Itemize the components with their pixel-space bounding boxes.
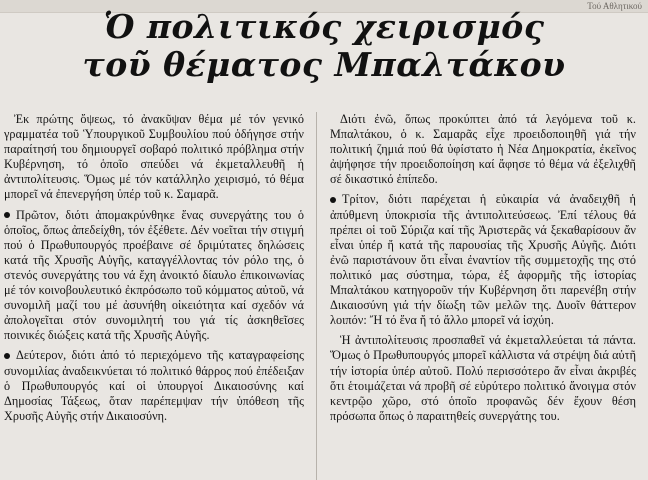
right-paragraph-1: Διότι ἐνῶ, ὅπως προκύπτει ἀπό τά λεγόμενα τοῦ κ. Μπαλτάκου, ὁ κ. Σαμαρᾶς εἶχε προειδοποιηθῆ γιά τήν πολιτική ζημιά πού θά ὑφίστατο ἡ Νέα Δημοκρατία, ἐκεῖνος ἀψήφησε τήν προειδοποίηση καί ἄφησε τό θέμα νά ἐξελιχθῆ σέ δικαστικό ἐπίπεδο. (330, 112, 636, 187)
left-paragraph-2-text: Πρῶτον, διότι ἀπομακρύνθηκε ἕνας συνεργάτης του ὁ ὁποῖος, ὅπως ἀπεδείχθη, τόν ἐξέθετε. Δέν νοεῖται τήν στιγμή πού ὁ Πρωθυπουργός προέβαινε σέ δριμύτατες δηλώσεις κατά τῆς Χρυσῆς Αὐγῆς, καταγγέλλοντας τόν ρόλο της, ὁ στενός συνεργάτης του νά ἔχη ἀνοικτό δίαυλο ἐπικοινωνίας μέ τόν κοινοβουλευτικό ἐκπρόσωπο τοῦ κόμματος αὐτοῦ, νά συνομιλῆ μαζί του μέ ἀσυνήθη οἰκειότητα καί σχεδόν νά ἀπολογεῖται στόν συνομιλητή του γιά τίς ἀσκηθεῖσες ποινικές διώξεις κατά τῆς Χρυσῆς Αὐγῆς. (4, 207, 304, 343)
left-paragraph-3-text: Δεύτερον, διότι ἀπό τό περιεχόμενο τῆς καταγραφείσης συνομιλίας ἀναδεικνύεται τό πολιτικό θάρρος πού ἐπέδειξαν ὁ Πρωθυπουργός καί οἱ ὑπουργοί Δικαιοσύνης καί Δημοσίας Τάξεως, ὅταν παρέπεμψαν τήν ὑπόθεση τῆς Χρυσῆς Αὐγῆς στήν Δικαιοσύνη. (4, 348, 304, 423)
right-paragraph-2 (330, 192, 636, 328)
right-paragraph-2-text: Τρίτον, διότι παρέχεται ἡ εὐκαιρία νά ἀναδειχθῆ ἡ ἀπύθμενη ὑποκρισία τῆς ἀντιπολιτεύσεως. Ἐπί τέλους θά πρέπει οἱ τοῦ Σύριζα καί τῆς Ἀριστερᾶς νά ξεκαθαρίσουν ἄν εἶναι ὑπέρ ἤ κατά τῆς παρουσίας τῆς Χρυσῆς Αὐγῆς. Διότι ἐνῶ παριστάνουν ὅτι εἶναι ἐναντίον τῆς συμμετοχῆς της στό πολιτικό μας σύστημα, τώρα, ἐξ ἀφορμῆς τῆς ἱστορίας Μπαλτάκου κατηγοροῦν τήν Κυβέρνηση ὅτι παρενέβη στήν Δικαιοσύνη γιά τήν δίωξη τῶν μελῶν της. Δυοῖν θάττερον λοιπόν: Ἤ τό ἕνα ἤ τό ἄλλο μπορεῖ νά ἰσχύη. (330, 192, 636, 328)
article-column-right (330, 112, 636, 480)
left-paragraph-1: Ἐκ πρώτης ὄψεως, τό ἀνακῦψαν θέμα μέ τόν γενικό γραμματέα τοῦ Ὑπουργικοῦ Συμβουλίου πού ὁδήγησε στήν παραίτησή του δημιουργεῖ σοβαρό πολιτικό πρόβλημα στήν Κυβέρνηση, τό ὁποῖο σπεύδει νά ἐκμεταλλευθῆ ἡ ἀντιπολίτευσις. Ὅμως μέ τόν κατάλληλο χειρισμό, τό θέμα μπορεῖ νά ἐπενεργήση ὑπέρ τοῦ κ. Σαμαρᾶ. (4, 112, 304, 202)
article-column-left (4, 112, 304, 480)
bullet-icon (330, 197, 336, 203)
left-paragraph-2 (4, 208, 304, 344)
left-paragraph-3 (4, 348, 304, 423)
right-paragraph-3: Ἡ ἀντιπολίτευσις προσπαθεῖ νά ἐκμεταλλεύεται τά πάντα. Ὅμως ὁ Πρωθυπουργός μπορεῖ κάλλιστα νά στρέψη διά αὐτῆ τήν ἱστορία ὑπέρ αὐτοῦ. Πολύ περισσότερο ἄν εἶναι ἀκριβές ὅτι ἑτοιμάζεται νά προβῆ σέ εὐρύτερο πολιτικό ἄνοιγμα στόν κεντρῷο χῶρο, στό ὁποῖο προφανῶς δέν ἔχουν θέση πρόσωπα ὅπως ὁ παραιτηθείς συνεργάτης του. (330, 333, 636, 423)
headline-line-2: τοῦ θέματος Μπαλτάκου (82, 45, 566, 84)
column-divider (316, 112, 317, 480)
strip-fragment-right: Τού Αθλητικού (587, 1, 642, 11)
bullet-icon (4, 353, 10, 359)
article-headline (0, 8, 648, 84)
headline-line-1: Ὁ πολιτικός χειρισμός (103, 7, 545, 46)
bullet-icon (4, 212, 10, 218)
